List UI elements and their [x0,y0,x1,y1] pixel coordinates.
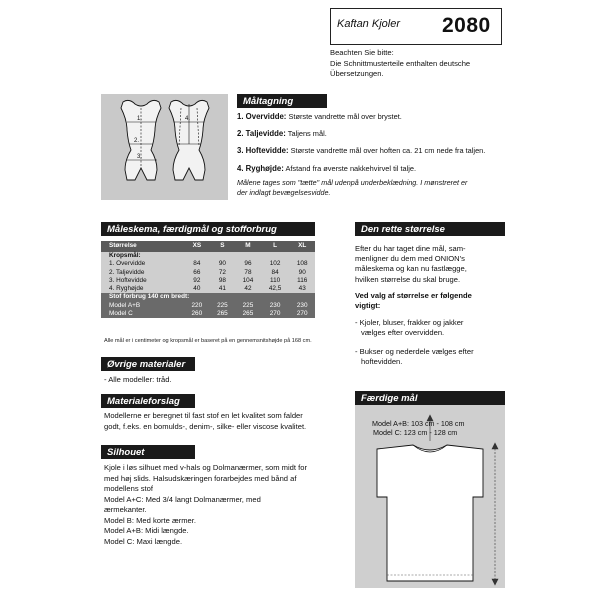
figure-label: 3. [137,154,143,160]
table-cell: 270 [289,310,315,318]
table-cell: 3. Hoftevidde [101,277,184,285]
right-size-text [355,244,467,285]
text-line: hvilken størrelse du skal bruge. [355,274,461,284]
text-line: Ved valg af størrelse er følgende [355,291,472,300]
text-line: menligner du dem med ONION's [355,254,465,264]
note-line: der indlagt bevægelsesvidde. [237,188,331,197]
measuring-title: Måltagning [237,94,327,108]
silhouette-title: Silhouet [101,445,195,459]
measure-label: 1. Overvidde: [237,112,287,121]
right-size-bullet-1 [355,318,463,338]
table-cell: 220 [184,302,210,310]
table-cell: 84 [261,269,290,277]
table-cell: 102 [261,260,290,268]
table-cell: 110 [261,277,290,285]
text-line: Model A+C: Med 3/4 langt Dolmanærmer, med [104,494,261,504]
measurement-figure [101,94,228,200]
table-cell: 1. Overvidde [101,260,184,268]
table-cell: 42,5 [261,285,290,293]
measure-text: Afstand fra øverste nakkehvirvel til talje. [285,164,417,173]
table-cell: 265 [235,310,261,318]
table-cell: Model A+B [101,302,184,310]
table-cell: 78 [235,269,261,277]
table-row [101,285,315,293]
body-figure-illustration [101,94,228,200]
text-line: - Kjoler, bluser, frakker og jakker [355,318,464,327]
table-cell: 43 [289,285,315,293]
measure-text: Største vandrette mål over hoften ca. 21 cm nede fra taljen. [290,146,486,155]
table-cell: 96 [235,260,261,268]
material-suggestion-text [104,411,306,432]
measure-taljevidde [237,129,327,139]
text-line: Kjole i løs silhuet med v-hals og Dolmanærmer, som midt for [104,463,307,472]
text-line: med høj slids. Halsudskæringen forarbejdes med bånd af [104,473,297,483]
text-line: ærmekanter. [104,505,147,514]
pattern-number: 2080 [442,14,491,37]
table-cell: 72 [210,269,236,277]
other-materials-title: Øvrige materialer [101,357,195,371]
material-suggestion-title: Materialeforslag [101,394,195,408]
text-line: vigtigt: [355,301,381,311]
table-cell: 66 [184,269,210,277]
table-cell: M [235,241,261,252]
measure-text: Taljens mål. [287,129,327,138]
table-cell: 230 [289,302,315,310]
table-cell: 104 [235,277,261,285]
text-line: Model C: Maxi længde. [104,536,183,546]
text-line: modellens stof [104,484,153,493]
table-row [101,293,315,301]
finished-title: Færdige mål [355,391,505,405]
table-cell: XL [289,241,315,252]
table-footnote: Alle mål er i centimeter og kropsmål er baseret på en gennemsnitshøjde på 168 cm. [104,338,312,344]
table-cell: Størrelse [101,241,184,252]
table-cell: S [210,241,236,252]
measuring-note [237,178,503,198]
measure-ryghojde [237,164,416,174]
table-cell: 260 [184,310,210,318]
table-cell: 116 [289,277,315,285]
table-cell: 270 [261,310,290,318]
dimension-model-ab: Model A+B: 103 cm - 108 cm [372,419,465,428]
table-cell: 40 [184,285,210,293]
text-line: - Bukser og nederdele vælges efter [355,347,474,356]
note-line: Målene tages som "tætte" mål udenpå underbeklædning. I mønstreret er [237,178,468,187]
figure-label: 2. [134,138,140,144]
language-note [330,48,520,80]
table-cell: 98 [210,277,236,285]
table-cell: 108 [289,260,315,268]
table-cell: 90 [210,260,236,268]
text-line: Model B: Med korte ærmer. [104,515,196,525]
text-line: hoftevidden. [361,357,403,367]
text-line: Modellerne er beregnet til fast stof en let kvalitet som falder [104,411,303,420]
table-row [101,252,315,260]
table-cell: 225 [235,302,261,310]
table-cell: 41 [210,285,236,293]
measure-hoftevidde [237,146,485,156]
other-materials-text: - Alle modeller: tråd. [104,375,172,384]
header-title: Kaftan Kjoler [337,18,400,30]
table-cell: 92 [184,277,210,285]
text-line: Model A+B: Midi længde. [104,526,189,535]
finished-dimension-panel [355,405,505,588]
measure-text: Største vandrette mål over brystet. [288,112,402,121]
table-cell: Stof forbrug 140 cm bredt: [101,293,315,301]
note-line: Die Schnittmusterteile enthalten deutsche [330,58,471,68]
note-line: Beachten Sie bitte: [330,48,394,57]
figure-label: 1. [137,116,143,122]
text-line: Efter du har taget dine mål, sam- [355,244,466,253]
text-line: godt, f.eks. en bomulds-, denim-, silke- eller viscose kvalitet. [104,421,307,431]
right-size-subtitle [355,291,472,311]
table-cell: Model C [101,310,184,318]
table-row [101,302,315,310]
table-cell: 4. Ryghøjde [101,285,184,293]
table-cell: 225 [210,302,236,310]
table-cell: 42 [235,285,261,293]
table-cell: 90 [289,269,315,277]
text-line: måleskema og kan nu fastlægge, [355,264,467,274]
table-cell: 230 [261,302,290,310]
note-line: Übersetzungen. [330,69,384,78]
table-row [101,260,315,268]
right-size-bullet-2 [355,347,474,367]
table-cell: XS [184,241,210,252]
table-cell: L [261,241,290,252]
measure-label: 2. Taljevidde: [237,129,286,138]
size-table [101,241,315,318]
table-cell: 265 [210,310,236,318]
measure-label: 3. Hoftevidde: [237,146,289,155]
text-line: vælges efter overvidden. [361,328,445,338]
table-row [101,277,315,285]
right-size-title: Den rette størrelse [355,222,505,236]
table-row [101,269,315,277]
silhouette-text [104,463,307,547]
figure-label: 4. [185,116,191,122]
table-row [101,310,315,318]
table-cell: 84 [184,260,210,268]
dimension-model-c: Model C: 123 cm - 128 cm [373,428,458,437]
measure-overvidde [237,112,402,122]
table-cell: Kropsmål: [101,252,315,260]
measure-label: 4. Ryghøjde: [237,164,284,173]
table-header-row [101,241,315,252]
table-cell: 2. Taljevidde [101,269,184,277]
size-chart-title: Måleskema, færdigmål og stofforbrug [101,222,315,236]
